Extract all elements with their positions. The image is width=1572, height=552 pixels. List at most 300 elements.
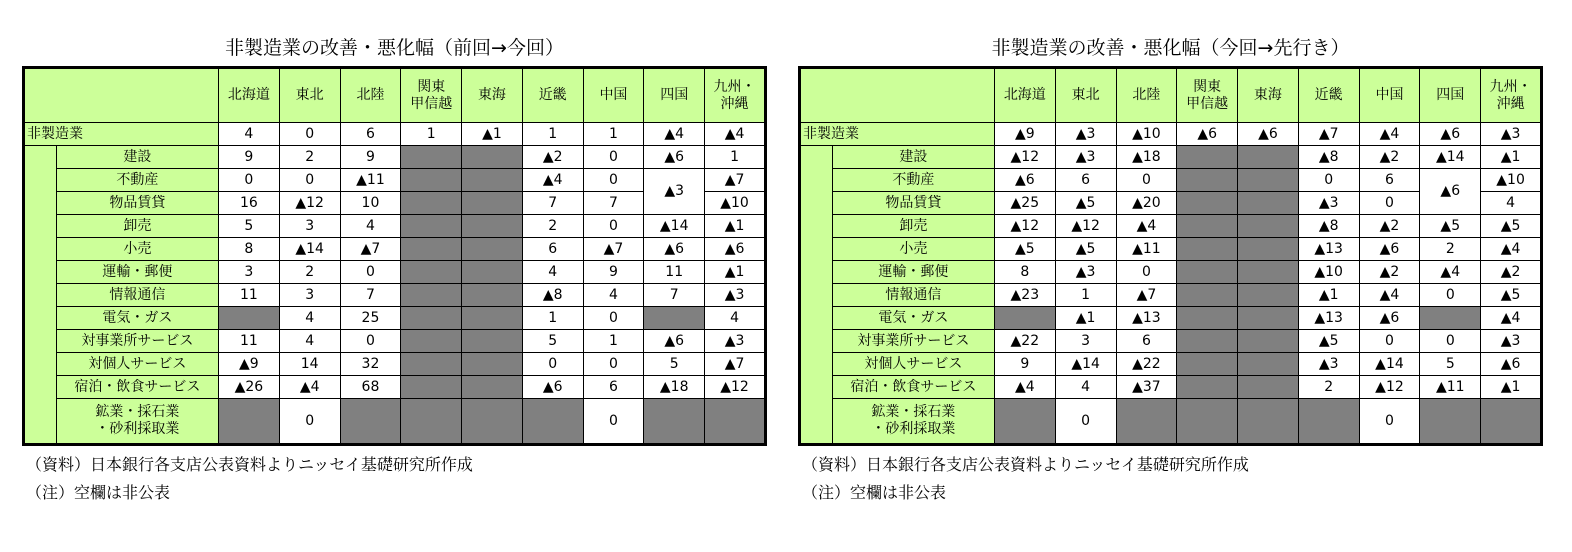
undisclosed-cell <box>462 376 523 399</box>
undisclosed-cell <box>462 192 523 215</box>
undisclosed-cell <box>462 169 523 192</box>
value-cell: 5 <box>522 330 583 353</box>
value-cell: 1 <box>705 146 766 169</box>
value-cell: 0 <box>1359 399 1420 445</box>
value-cell: ▲8 <box>522 284 583 307</box>
value-cell: 1 <box>583 330 644 353</box>
table-row <box>800 169 1542 192</box>
row-label: 電気・ガス <box>56 307 218 330</box>
undisclosed-cell <box>401 146 462 169</box>
value-cell: ▲1 <box>1298 284 1359 307</box>
value-cell: ▲3 <box>1481 330 1542 353</box>
value-cell: ▲22 <box>994 330 1055 353</box>
value-cell: 11 <box>218 330 279 353</box>
value-cell: ▲8 <box>1298 146 1359 169</box>
region-header: 関東 甲信越 <box>1177 68 1238 123</box>
value-cell: ▲10 <box>1298 261 1359 284</box>
table-row <box>800 146 1542 169</box>
value-cell: ▲1 <box>1481 146 1542 169</box>
undisclosed-cell <box>1238 215 1299 238</box>
value-cell: 9 <box>994 353 1055 376</box>
value-cell: 6 <box>583 376 644 399</box>
value-cell: ▲1 <box>705 261 766 284</box>
value-cell: 2 <box>279 146 340 169</box>
value-cell: ▲7 <box>583 238 644 261</box>
row-label: 対事業所サービス <box>56 330 218 353</box>
row-label: 運輸・郵便 <box>56 261 218 284</box>
value-cell: ▲37 <box>1116 376 1177 399</box>
value-cell: ▲1 <box>462 123 523 146</box>
undisclosed-cell <box>401 169 462 192</box>
value-cell: ▲6 <box>644 330 705 353</box>
value-cell: ▲3 <box>1481 123 1542 146</box>
value-cell: 6 <box>340 123 401 146</box>
row-label: 不動産 <box>832 169 994 192</box>
value-cell: 4 <box>1055 376 1116 399</box>
value-cell: 3 <box>218 261 279 284</box>
value-cell: 11 <box>644 261 705 284</box>
value-cell: ▲14 <box>1420 146 1481 169</box>
table-row <box>24 123 766 146</box>
value-cell: ▲20 <box>1116 192 1177 215</box>
table-row <box>800 261 1542 284</box>
value-cell: ▲9 <box>218 353 279 376</box>
value-cell: ▲10 <box>705 192 766 215</box>
table-row <box>800 123 1542 146</box>
value-cell: 0 <box>1420 330 1481 353</box>
region-header: 東北 <box>279 68 340 123</box>
value-cell: 4 <box>1481 192 1542 215</box>
value-cell: ▲4 <box>1481 307 1542 330</box>
undisclosed-cell <box>1116 399 1177 445</box>
value-cell: ▲1 <box>1055 307 1116 330</box>
table-row <box>24 399 766 445</box>
value-cell: 9 <box>583 261 644 284</box>
region-header: 北陸 <box>1116 68 1177 123</box>
table-title: 非製造業の改善・悪化幅（前回→今回） <box>225 37 564 59</box>
table-row <box>24 215 766 238</box>
undisclosed-cell <box>462 353 523 376</box>
region-header: 近畿 <box>1298 68 1359 123</box>
value-cell: ▲23 <box>994 284 1055 307</box>
value-cell: 0 <box>583 215 644 238</box>
value-cell: 0 <box>583 169 644 192</box>
value-cell: ▲13 <box>1298 238 1359 261</box>
value-cell: 0 <box>279 399 340 445</box>
value-cell: ▲4 <box>279 376 340 399</box>
value-cell: 7 <box>583 192 644 215</box>
undisclosed-cell <box>994 307 1055 330</box>
table-row <box>24 307 766 330</box>
value-cell: ▲26 <box>218 376 279 399</box>
value-cell: ▲12 <box>1055 215 1116 238</box>
undisclosed-cell <box>994 399 1055 445</box>
value-cell: 4 <box>340 215 401 238</box>
table-row <box>24 330 766 353</box>
indent-cell <box>24 146 57 445</box>
table-row <box>800 284 1542 307</box>
value-cell: 2 <box>279 261 340 284</box>
undisclosed-cell <box>462 284 523 307</box>
value-cell: ▲12 <box>279 192 340 215</box>
row-label: 小売 <box>832 238 994 261</box>
value-cell: ▲5 <box>1481 215 1542 238</box>
row-label: 非製造業 <box>24 123 219 146</box>
value-cell: ▲1 <box>705 215 766 238</box>
value-cell: 4 <box>583 284 644 307</box>
undisclosed-cell <box>401 192 462 215</box>
undisclosed-cell <box>1481 399 1542 445</box>
value-cell: ▲4 <box>705 123 766 146</box>
value-cell: ▲14 <box>1359 353 1420 376</box>
row-label: 鉱業・採石業 ・砂利採取業 <box>832 399 994 445</box>
value-cell: 6 <box>1055 169 1116 192</box>
value-cell: 0 <box>1116 261 1177 284</box>
undisclosed-cell <box>1177 192 1238 215</box>
undisclosed-cell <box>1177 330 1238 353</box>
value-cell: ▲11 <box>1420 376 1481 399</box>
table-row <box>800 215 1542 238</box>
table-row <box>800 399 1542 445</box>
undisclosed-cell <box>218 399 279 445</box>
undisclosed-cell <box>401 238 462 261</box>
value-cell: ▲18 <box>644 376 705 399</box>
undisclosed-cell <box>462 307 523 330</box>
value-cell: 3 <box>279 284 340 307</box>
value-cell: 6 <box>1359 169 1420 192</box>
value-cell: 3 <box>1055 330 1116 353</box>
value-cell: 1 <box>583 123 644 146</box>
row-label: 対個人サービス <box>832 353 994 376</box>
value-cell: ▲10 <box>1116 123 1177 146</box>
footnote: （注）空欄は非公表 <box>802 483 947 502</box>
value-cell: ▲4 <box>994 376 1055 399</box>
table-row <box>800 307 1542 330</box>
table-row <box>24 146 766 169</box>
value-cell: ▲5 <box>1055 238 1116 261</box>
value-cell: 32 <box>340 353 401 376</box>
value-cell: 0 <box>340 330 401 353</box>
undisclosed-cell <box>401 376 462 399</box>
table-row <box>24 284 766 307</box>
value-cell: ▲6 <box>1420 123 1481 146</box>
value-cell: ▲7 <box>1116 284 1177 307</box>
value-cell: 16 <box>218 192 279 215</box>
value-cell: ▲1 <box>1481 376 1542 399</box>
value-cell: 0 <box>583 399 644 445</box>
region-header: 関東 甲信越 <box>401 68 462 123</box>
region-header: 東海 <box>462 68 523 123</box>
change-table <box>22 66 767 446</box>
row-label: 非製造業 <box>800 123 995 146</box>
value-cell: 5 <box>1420 353 1481 376</box>
value-cell: ▲6 <box>994 169 1055 192</box>
value-cell: ▲3 <box>1055 261 1116 284</box>
undisclosed-cell <box>1238 146 1299 169</box>
undisclosed-cell <box>1238 284 1299 307</box>
row-label: 小売 <box>56 238 218 261</box>
undisclosed-cell <box>401 330 462 353</box>
undisclosed-cell <box>1177 376 1238 399</box>
value-cell: ▲5 <box>1420 215 1481 238</box>
value-cell: ▲6 <box>522 376 583 399</box>
value-cell: 6 <box>1116 330 1177 353</box>
row-label: 電気・ガス <box>832 307 994 330</box>
table-row <box>24 261 766 284</box>
value-cell: ▲4 <box>522 169 583 192</box>
value-cell: 25 <box>340 307 401 330</box>
value-cell: 7 <box>644 284 705 307</box>
value-cell: ▲3 <box>1298 192 1359 215</box>
row-label: 宿泊・飲食サービス <box>832 376 994 399</box>
table-panel-current-to-forecast <box>798 34 1543 504</box>
undisclosed-cell <box>1177 215 1238 238</box>
value-cell: 10 <box>340 192 401 215</box>
row-label: 情報通信 <box>832 284 994 307</box>
value-cell: ▲4 <box>644 123 705 146</box>
value-cell: 4 <box>522 261 583 284</box>
change-table <box>798 66 1543 446</box>
region-header: 四国 <box>1420 68 1481 123</box>
region-header: 近畿 <box>522 68 583 123</box>
value-cell: ▲14 <box>1055 353 1116 376</box>
footnote: （注）空欄は非公表 <box>26 483 171 502</box>
undisclosed-cell <box>1177 169 1238 192</box>
value-cell: 0 <box>1420 284 1481 307</box>
undisclosed-cell <box>644 399 705 445</box>
value-cell: ▲6 <box>1359 307 1420 330</box>
undisclosed-cell <box>705 399 766 445</box>
row-label: 不動産 <box>56 169 218 192</box>
value-cell: 7 <box>340 284 401 307</box>
header-row <box>800 68 1542 123</box>
value-cell: ▲4 <box>1359 123 1420 146</box>
value-cell: 4 <box>705 307 766 330</box>
undisclosed-cell <box>401 284 462 307</box>
value-cell: ▲10 <box>1481 169 1542 192</box>
undisclosed-cell <box>1177 353 1238 376</box>
value-cell: 0 <box>583 353 644 376</box>
value-cell: ▲6 <box>644 238 705 261</box>
undisclosed-cell <box>462 146 523 169</box>
row-label: 建設 <box>56 146 218 169</box>
region-header: 九州・ 沖縄 <box>705 68 766 123</box>
value-cell: ▲12 <box>994 215 1055 238</box>
value-cell: 1 <box>522 307 583 330</box>
table-row <box>800 353 1542 376</box>
table-row <box>24 353 766 376</box>
source-note: （資料）日本銀行各支店公表資料よりニッセイ基礎研究所作成 <box>26 455 473 474</box>
value-cell: 0 <box>340 261 401 284</box>
value-cell: ▲9 <box>994 123 1055 146</box>
value-cell: ▲2 <box>1359 215 1420 238</box>
corner-cell <box>24 68 219 123</box>
value-cell: 7 <box>522 192 583 215</box>
undisclosed-cell <box>462 399 523 445</box>
undisclosed-cell <box>1238 353 1299 376</box>
value-cell: ▲5 <box>1481 284 1542 307</box>
row-label: 対個人サービス <box>56 353 218 376</box>
undisclosed-cell <box>401 353 462 376</box>
value-cell: 2 <box>522 215 583 238</box>
table-row <box>24 376 766 399</box>
undisclosed-cell <box>401 399 462 445</box>
value-cell: ▲5 <box>1055 192 1116 215</box>
value-cell: 0 <box>1116 169 1177 192</box>
undisclosed-cell <box>1238 238 1299 261</box>
value-cell: ▲12 <box>1359 376 1420 399</box>
undisclosed-cell <box>1238 307 1299 330</box>
value-cell: ▲4 <box>1359 284 1420 307</box>
value-cell: 1 <box>401 123 462 146</box>
undisclosed-cell <box>1238 261 1299 284</box>
value-cell: 4 <box>218 123 279 146</box>
source-note: （資料）日本銀行各支店公表資料よりニッセイ基礎研究所作成 <box>802 455 1249 474</box>
value-cell: ▲6 <box>1420 169 1481 215</box>
table-row <box>800 238 1542 261</box>
value-cell: ▲5 <box>1298 330 1359 353</box>
undisclosed-cell <box>401 307 462 330</box>
undisclosed-cell <box>1238 330 1299 353</box>
value-cell: 4 <box>279 330 340 353</box>
region-header: 北陸 <box>340 68 401 123</box>
undisclosed-cell <box>401 261 462 284</box>
value-cell: ▲7 <box>705 353 766 376</box>
value-cell: ▲3 <box>705 284 766 307</box>
undisclosed-cell <box>1238 169 1299 192</box>
value-cell: ▲5 <box>994 238 1055 261</box>
undisclosed-cell <box>462 261 523 284</box>
value-cell: 8 <box>218 238 279 261</box>
undisclosed-cell <box>1298 399 1359 445</box>
undisclosed-cell <box>462 215 523 238</box>
undisclosed-cell <box>401 215 462 238</box>
value-cell: ▲22 <box>1116 353 1177 376</box>
table-row <box>24 169 766 192</box>
value-cell: ▲2 <box>1359 261 1420 284</box>
undisclosed-cell <box>644 307 705 330</box>
value-cell: ▲12 <box>994 146 1055 169</box>
undisclosed-cell <box>1177 307 1238 330</box>
region-header: 四国 <box>644 68 705 123</box>
value-cell: 14 <box>279 353 340 376</box>
value-cell: 6 <box>522 238 583 261</box>
value-cell: ▲3 <box>705 330 766 353</box>
value-cell: ▲13 <box>1116 307 1177 330</box>
value-cell: 0 <box>583 307 644 330</box>
table-title: 非製造業の改善・悪化幅（今回→先行き） <box>991 37 1350 59</box>
row-label: 情報通信 <box>56 284 218 307</box>
value-cell: 0 <box>1298 169 1359 192</box>
undisclosed-cell <box>1177 284 1238 307</box>
undisclosed-cell <box>1420 399 1481 445</box>
value-cell: ▲4 <box>1116 215 1177 238</box>
value-cell: 68 <box>340 376 401 399</box>
value-cell: 0 <box>218 169 279 192</box>
row-label: 卸売 <box>832 215 994 238</box>
value-cell: ▲2 <box>1481 261 1542 284</box>
value-cell: 0 <box>279 169 340 192</box>
corner-cell <box>800 68 995 123</box>
row-label: 運輸・郵便 <box>832 261 994 284</box>
value-cell: 2 <box>1298 376 1359 399</box>
value-cell: ▲6 <box>1359 238 1420 261</box>
undisclosed-cell <box>522 399 583 445</box>
value-cell: 9 <box>218 146 279 169</box>
value-cell: 0 <box>522 353 583 376</box>
row-label: 鉱業・採石業 ・砂利採取業 <box>56 399 218 445</box>
value-cell: ▲3 <box>1055 146 1116 169</box>
undisclosed-cell <box>1177 146 1238 169</box>
undisclosed-cell <box>1238 376 1299 399</box>
value-cell: ▲11 <box>340 169 401 192</box>
value-cell: 11 <box>218 284 279 307</box>
undisclosed-cell <box>340 399 401 445</box>
value-cell: 0 <box>583 146 644 169</box>
value-cell: 8 <box>994 261 1055 284</box>
undisclosed-cell <box>218 307 279 330</box>
table-row <box>800 376 1542 399</box>
value-cell: ▲6 <box>644 146 705 169</box>
value-cell: 0 <box>1359 192 1420 215</box>
value-cell: 5 <box>218 215 279 238</box>
region-header: 中国 <box>1359 68 1420 123</box>
value-cell: ▲14 <box>279 238 340 261</box>
region-header: 東海 <box>1238 68 1299 123</box>
table-row <box>800 330 1542 353</box>
value-cell: 1 <box>522 123 583 146</box>
value-cell: ▲4 <box>1481 238 1542 261</box>
value-cell: ▲6 <box>1481 353 1542 376</box>
indent-cell <box>800 146 833 445</box>
undisclosed-cell <box>1238 399 1299 445</box>
value-cell: 1 <box>1055 284 1116 307</box>
value-cell: ▲7 <box>1298 123 1359 146</box>
undisclosed-cell <box>1177 238 1238 261</box>
row-label: 卸売 <box>56 215 218 238</box>
value-cell: 0 <box>1359 330 1420 353</box>
value-cell: ▲7 <box>705 169 766 192</box>
undisclosed-cell <box>1420 307 1481 330</box>
value-cell: 2 <box>1420 238 1481 261</box>
row-label: 物品賃貸 <box>56 192 218 215</box>
row-label: 対事業所サービス <box>832 330 994 353</box>
value-cell: ▲25 <box>994 192 1055 215</box>
region-header: 中国 <box>583 68 644 123</box>
value-cell: ▲7 <box>340 238 401 261</box>
value-cell: ▲3 <box>1055 123 1116 146</box>
value-cell: ▲6 <box>1238 123 1299 146</box>
undisclosed-cell <box>1238 192 1299 215</box>
value-cell: ▲11 <box>1116 238 1177 261</box>
undisclosed-cell <box>1177 399 1238 445</box>
region-header: 九州・ 沖縄 <box>1481 68 1542 123</box>
row-label: 物品賃貸 <box>832 192 994 215</box>
region-header: 東北 <box>1055 68 1116 123</box>
value-cell: ▲6 <box>1177 123 1238 146</box>
row-label: 宿泊・飲食サービス <box>56 376 218 399</box>
row-label: 建設 <box>832 146 994 169</box>
undisclosed-cell <box>1177 261 1238 284</box>
table-panel-previous-to-current <box>22 34 767 504</box>
table-row <box>24 238 766 261</box>
value-cell: 9 <box>340 146 401 169</box>
value-cell: 4 <box>279 307 340 330</box>
value-cell: ▲3 <box>644 169 705 215</box>
value-cell: ▲12 <box>705 376 766 399</box>
value-cell: 3 <box>279 215 340 238</box>
region-header: 北海道 <box>218 68 279 123</box>
